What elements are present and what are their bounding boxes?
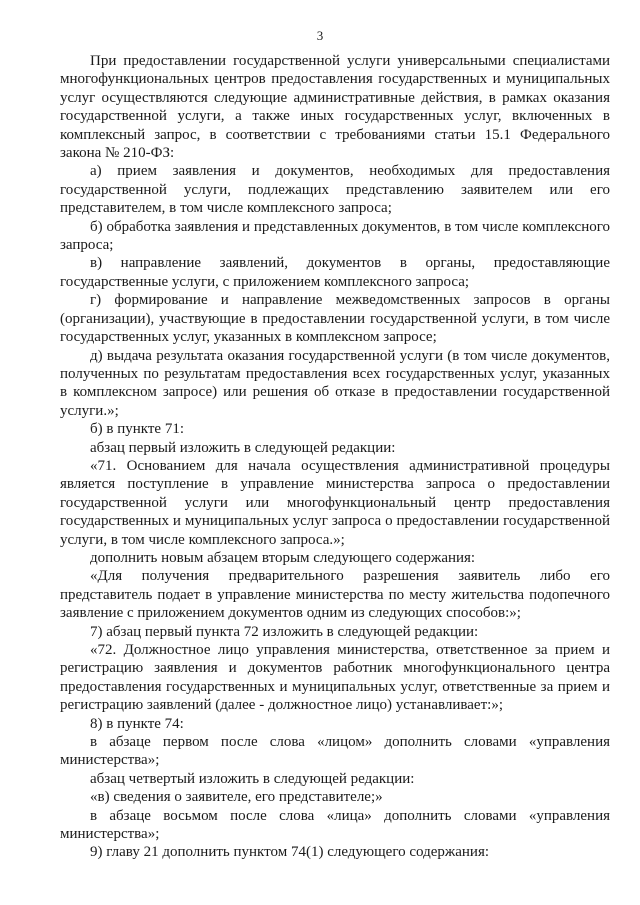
page-number: 3 — [316, 28, 324, 43]
list-item-d: д) выдача результата оказания государственной услуги (в том числе документов, полученных по результатам предоставления всех государственных услуг, указанных в комплексном запросе) или решения об отказе в предоставлении государственной услуги.»; — [60, 347, 610, 419]
amendment-instruction: в абзаце первом после слова «лицом» дополнить словами «управления министерства»; — [60, 734, 610, 769]
amendment-instruction: абзац первый изложить в следующей редакции: — [90, 439, 396, 456]
list-item-v: в) направление заявлений, документов в органы, предоставляющие государственные услуги, с приложением комплексного запроса; — [60, 255, 610, 290]
amendment-instruction: в абзаце восьмом после слова «лица» дополнить словами «управления министерства»; — [60, 807, 610, 843]
quoted-paragraph: «72. Должностное лицо управления министерства, ответственное за прием и регистрацию заявления и документов работник многофункционального центра предоставления государственных и муниципальных услуг, ответственные за прием и регистрацию заявлений (далее - должностное лицо) устанавливает:»; — [60, 642, 610, 714]
document-body — [60, 52, 610, 862]
amendment-instruction: абзац четвертый изложить в следующей редакции: — [90, 770, 415, 787]
amendment-item: 8) в пункте 74: — [90, 715, 184, 732]
quoted-paragraph: «в) сведения о заявителе, его представителе;» — [90, 789, 383, 806]
amendment-item: 9) главу 21 дополнить пунктом 74(1) следующего содержания: — [90, 844, 490, 861]
quoted-paragraph: «Для получения предварительного разрешения заявитель либо его представитель подает в управление министерства по месту жительства подопечного заявление с приложением документов одним из следующих способов:»; — [60, 568, 610, 622]
amendment-item: б) в пункте 71: — [90, 421, 184, 438]
quoted-paragraph: «71. Основанием для начала осуществления административной процедуры является поступление в управление министерства запроса о предоставлении государственной услуги или многофункциональный центр предоставления государственных и муниципальных услуг запроса о предоставлении государственной услуги, в том числе комплексного запроса.»; — [60, 457, 610, 548]
list-item-g: г) формирование и направление межведомственных запросов в органы (организации), участвующие в предоставлении государственной услуги, в том числе государственных услуг, указанных в комплексном запросе; — [60, 292, 610, 346]
list-item-b: б) обработка заявления и представленных документов, в том числе комплексного запроса; — [60, 218, 610, 254]
paragraph: При предоставлении государственной услуги универсальными специалистами многофункциональных центров предоставления государственных и муниципальных услуг осуществляются следующие административные действия, в рамках оказания государственной услуги, а также иных государственных услуг, включенных в комплексный запрос, в соответствии с требованиями статьи 15.1 Федерального закона № 210-ФЗ: — [60, 53, 610, 162]
amendment-instruction: дополнить новым абзацем вторым следующего содержания: — [90, 549, 476, 566]
amendment-item: 7) абзац первый пункта 72 изложить в следующей редакции: — [90, 623, 479, 640]
list-item-a: а) прием заявления и документов, необходимых для предоставления государственной услуги, подлежащих представлению заявителем или его представителем, в том числе комплексного запроса; — [60, 163, 610, 217]
